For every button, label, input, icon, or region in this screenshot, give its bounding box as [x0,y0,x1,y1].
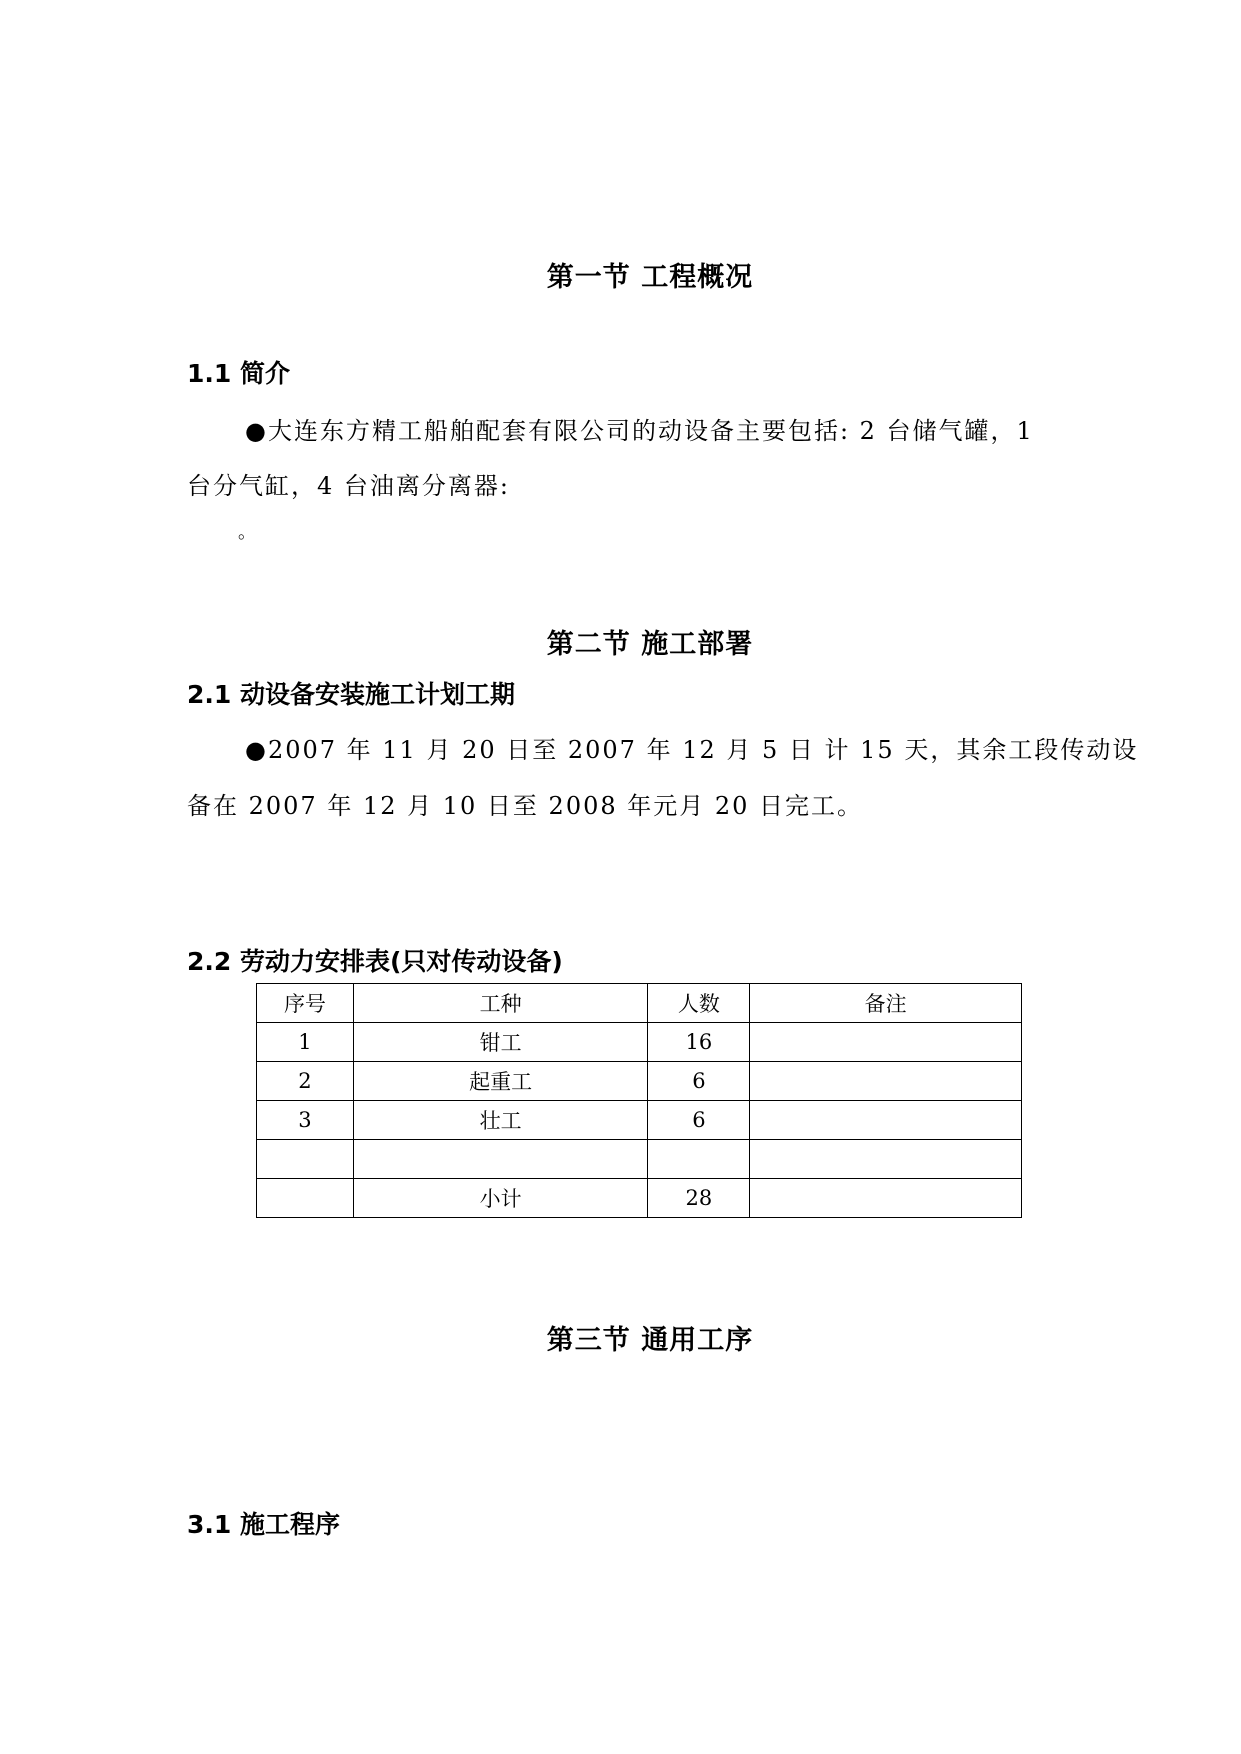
heading-3-1: 3.1 施工程序 [187,1510,340,1539]
table-cell: 1 [257,1023,354,1062]
table-cell [750,1140,1022,1179]
table-cell: 28 [648,1179,750,1218]
intro-paragraph-line-1: ●大连东方精工船舶配套有限公司的动设备主要包括: 2 台储气罐，1 [245,417,1034,445]
column-header: 序号 [257,984,354,1023]
heading-2-2: 2.2 劳动力安排表(只对传动设备) [187,947,563,976]
table-cell [257,1140,354,1179]
table-cell [750,1101,1022,1140]
schedule-paragraph-line-2: 备在 2007 年 12 月 10 日至 2008 年元月 20 日完工。 [187,792,864,820]
table-cell [750,1062,1022,1101]
table-row [257,1062,1022,1101]
column-header: 工种 [353,984,648,1023]
table-cell: 起重工 [353,1062,648,1101]
table-cell [750,1023,1022,1062]
table-row [257,1101,1022,1140]
schedule-paragraph-line-1: ●2007 年 11 月 20 日至 2007 年 12 月 5 日 计 15 天，其余工段传动设 [245,736,1139,764]
table-cell [648,1140,750,1179]
table-row [257,1023,1022,1062]
table-cell: 钳工 [353,1023,648,1062]
column-header: 人数 [648,984,750,1023]
table-row-subtotal [257,1179,1022,1218]
intro-paragraph-line-2: 台分气缸，4 台油离分离器: [187,472,510,500]
table-cell [353,1140,648,1179]
column-header: 备注 [750,984,1022,1023]
table-cell: 3 [257,1101,354,1140]
table-cell: 2 [257,1062,354,1101]
table-cell: 16 [648,1023,750,1062]
table-cell: 壮工 [353,1101,648,1140]
labor-table [256,983,1022,1218]
table-cell: 小计 [353,1179,648,1218]
table-cell: 6 [648,1062,750,1101]
section-3-title: 第三节 通用工序 [546,1325,754,1356]
section-2-title: 第二节 施工部署 [546,629,754,660]
heading-1-1: 1.1 简介 [187,359,290,388]
table-row [257,1140,1022,1179]
table-cell [750,1179,1022,1218]
section-1-title: 第一节 工程概况 [546,262,754,293]
intro-paragraph-line-3: 。 [238,522,258,543]
table-cell: 6 [648,1101,750,1140]
table-header-row [257,984,1022,1023]
heading-2-1: 2.1 动设备安装施工计划工期 [187,680,515,709]
table-cell [257,1179,354,1218]
